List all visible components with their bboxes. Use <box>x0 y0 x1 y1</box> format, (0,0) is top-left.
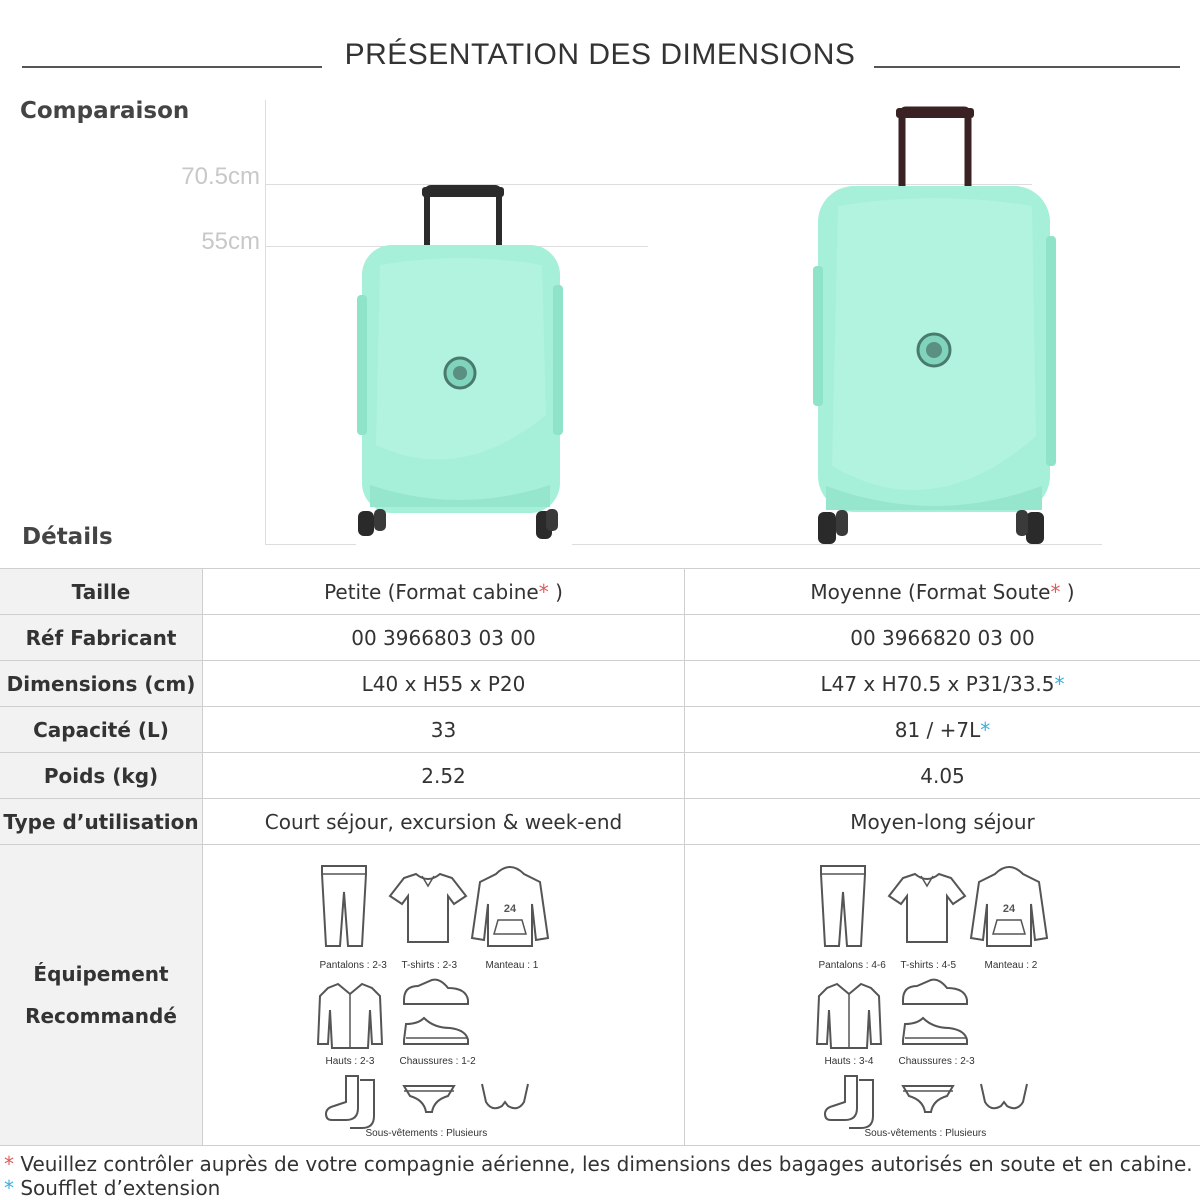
title-rule-right <box>874 66 1180 68</box>
height-axis <box>265 100 266 545</box>
table-row <box>0 753 1200 799</box>
table-row <box>0 615 1200 661</box>
size-small-cell: Petite (Format cabine* ) <box>203 569 685 615</box>
shoes-caption: Chaussures : 2-3 <box>898 1056 975 1067</box>
tops-caption: Hauts : 2-3 <box>325 1056 375 1067</box>
hoodie-icon <box>470 864 550 950</box>
shirt-icon <box>815 980 883 1052</box>
bra-icon <box>977 1080 1031 1116</box>
footnote-airline: * Veuillez contrôler auprès de votre compagnie aérienne, les dimensions des bagages autorisés en soute et en cabine. <box>4 1152 1193 1176</box>
sneaker-icon <box>400 1012 472 1048</box>
footnote-expansion: * Soufflet d’extension <box>4 1176 221 1200</box>
row-header-equipment <box>0 845 203 1146</box>
large-suitcase-image <box>810 106 1060 550</box>
equipment-small-cell <box>203 845 685 1146</box>
capacity-small-cell: 33 <box>203 707 685 753</box>
row-header-size: Taille <box>0 569 203 615</box>
table-row <box>0 707 1200 753</box>
title-rule-left <box>22 66 322 68</box>
size-large-cell: Moyenne (Format Soute* ) <box>685 569 1200 615</box>
row-header-weight: Poids (kg) <box>0 753 203 799</box>
tshirts-caption: T-shirts : 4-5 <box>900 960 957 971</box>
socks-icon <box>324 1072 380 1130</box>
coat-caption: Manteau : 1 <box>485 960 539 971</box>
table-row <box>0 569 1200 615</box>
dress-shoe-icon <box>400 974 472 1008</box>
tshirts-caption: T-shirts : 2-3 <box>401 960 458 971</box>
sneaker-icon <box>899 1012 971 1048</box>
ref-large-cell: 00 3966820 03 00 <box>685 615 1200 661</box>
socks-icon <box>823 1072 879 1130</box>
equipment-large-cell <box>685 845 1200 1146</box>
comparison-label: Comparaison <box>20 98 190 124</box>
ref-small-cell: 00 3966803 03 00 <box>203 615 685 661</box>
height-label-large: 70.5cm <box>181 163 260 190</box>
underwear-caption: Sous-vêtements : Plusieurs <box>365 1128 488 1139</box>
equipment-header-line1: Équipement <box>33 962 169 986</box>
small-suitcase-image <box>350 185 570 545</box>
row-header-dimensions: Dimensions (cm) <box>0 661 203 707</box>
underwear-caption: Sous-vêtements : Plusieurs <box>864 1128 987 1139</box>
capacity-large-cell: 81 / +7L* <box>685 707 1200 753</box>
hoodie-icon <box>969 864 1049 950</box>
table-row <box>0 799 1200 845</box>
dress-shoe-icon <box>899 974 971 1008</box>
equipment-large-block <box>813 850 1073 1140</box>
equipment-header-line2: Recommandé <box>25 1004 177 1028</box>
height-label-small: 55cm <box>201 228 260 255</box>
details-label: Détails <box>22 524 113 550</box>
shirt-icon <box>316 980 384 1052</box>
table-row <box>0 845 1200 1146</box>
row-header-usage: Type d’utilisation <box>0 799 203 845</box>
row-header-ref: Réf Fabricant <box>0 615 203 661</box>
table-row <box>0 661 1200 707</box>
tops-caption: Hauts : 3-4 <box>824 1056 874 1067</box>
hoodie-number: 24 <box>1002 903 1015 915</box>
dimensions-large-cell: L47 x H70.5 x P31/33.5* <box>685 661 1200 707</box>
details-table <box>0 568 1200 1146</box>
page-title: PRÉSENTATION DES DIMENSIONS <box>344 38 856 71</box>
weight-small-cell: 2.52 <box>203 753 685 799</box>
usage-small-cell: Court séjour, excursion & week-end <box>203 799 685 845</box>
pants-icon <box>316 862 372 950</box>
coat-caption: Manteau : 2 <box>984 960 1038 971</box>
shoes-caption: Chaussures : 1-2 <box>399 1056 476 1067</box>
equipment-small-block <box>314 850 574 1140</box>
briefs-icon <box>402 1082 456 1116</box>
weight-large-cell: 4.05 <box>685 753 1200 799</box>
briefs-icon <box>901 1082 955 1116</box>
hoodie-number: 24 <box>503 903 516 915</box>
pants-caption: Pantalons : 4-6 <box>818 960 886 971</box>
dimensions-small-cell: L40 x H55 x P20 <box>203 661 685 707</box>
tshirt-icon <box>388 870 468 946</box>
usage-large-cell: Moyen-long séjour <box>685 799 1200 845</box>
pants-caption: Pantalons : 2-3 <box>319 960 387 971</box>
row-header-capacity: Capacité (L) <box>0 707 203 753</box>
pants-icon <box>815 862 871 950</box>
tshirt-icon <box>887 870 967 946</box>
bra-icon <box>478 1080 532 1116</box>
ground-line-left <box>266 544 356 545</box>
